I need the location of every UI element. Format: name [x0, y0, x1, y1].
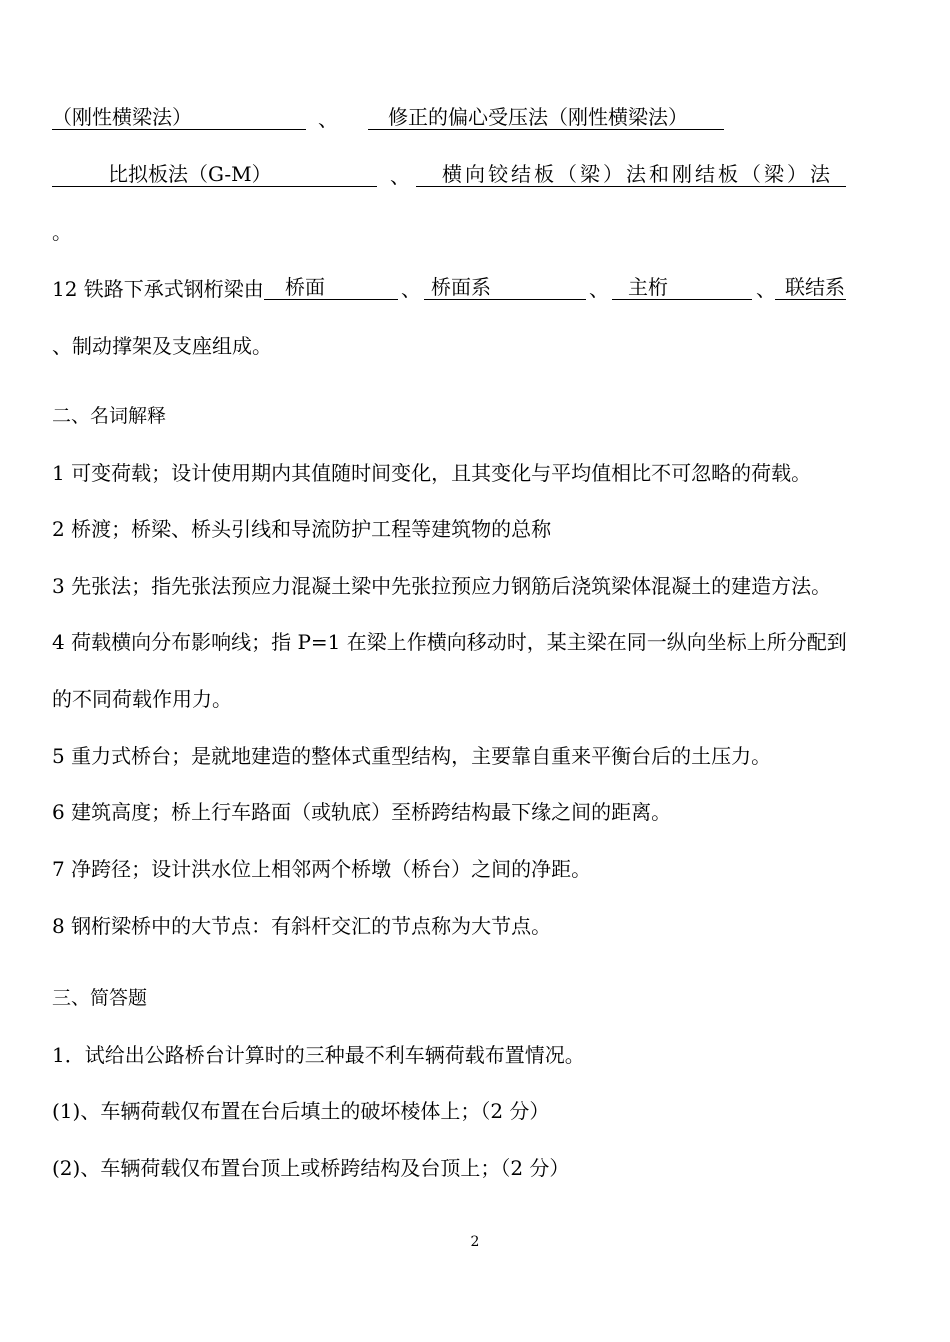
section2-title: 二、名词解释 — [52, 405, 167, 427]
separator: 、 — [589, 277, 609, 301]
separator: 、 — [401, 277, 421, 301]
q12-prefix: 12 铁路下承式钢桁梁由 — [52, 277, 264, 301]
q12-line — [52, 273, 852, 301]
term-item: 6 建筑高度；桥上行车路面（或轨底）至桥跨结构最下缘之间的距离。 — [52, 800, 672, 824]
blank-deck: 桥面 — [264, 275, 398, 300]
fill-line-2 — [52, 160, 852, 188]
term-item: 4 荷载横向分布影响线；指 P=1 在梁上作横向移动时，某主梁在同一纵向坐标上所分配到 — [52, 630, 847, 654]
term-item: 7 净跨径；设计洪水位上相邻两个桥墩（桥台）之间的净距。 — [52, 857, 592, 881]
page-number: 2 — [470, 1234, 480, 1250]
q12-suffix: 、制动撑架及支座组成。 — [52, 334, 272, 358]
separator: 、 — [756, 277, 776, 301]
question-1: 1．试给出公路桥台计算时的三种最不利车辆荷载布置情况。 — [52, 1043, 585, 1067]
blank-main-truss: 主桁 — [612, 275, 752, 300]
blank-hinged-slab: 横向铰结板（梁）法和刚结板（梁）法 — [416, 162, 846, 187]
blank-rigid-beam: （刚性横梁法） — [52, 105, 306, 130]
term-item: 3 先张法；指先张法预应力混凝土梁中先张拉预应力钢筋后浇筑梁体混凝土的建造方法。 — [52, 574, 832, 598]
section3-title: 三、简答题 — [52, 987, 148, 1009]
term-item: 的不同荷载作用力。 — [52, 687, 232, 711]
fill-line-3: 。 — [52, 220, 72, 244]
blank-gm-method: 比拟板法（G-M） — [52, 162, 377, 187]
term-item: 5 重力式桥台；是就地建造的整体式重型结构，主要靠自重来平衡台后的土压力。 — [52, 744, 772, 768]
blank-bracing: 联结系 — [775, 275, 846, 300]
separator: 、 — [390, 164, 410, 188]
fill-line-1 — [52, 103, 852, 131]
term-item: 1 可变荷载；设计使用期内其值随时间变化，且其变化与平均值相比不可忽略的荷载。 — [52, 461, 812, 485]
blank-floor-system: 桥面系 — [424, 275, 586, 300]
answer-2: (2)、车辆荷载仅布置台顶上或桥跨结构及台顶上；（2 分） — [52, 1156, 570, 1180]
blank-modified-eccentric: 修正的偏心受压法（刚性横梁法） — [368, 105, 724, 130]
term-item: 2 桥渡；桥梁、桥头引线和导流防护工程等建筑物的总称 — [52, 517, 552, 541]
answer-1: (1)、车辆荷载仅布置在台后填土的破坏棱体上；（2 分） — [52, 1099, 550, 1123]
term-item: 8 钢桁梁桥中的大节点：有斜杆交汇的节点称为大节点。 — [52, 914, 552, 938]
separator: 、 — [318, 107, 338, 131]
